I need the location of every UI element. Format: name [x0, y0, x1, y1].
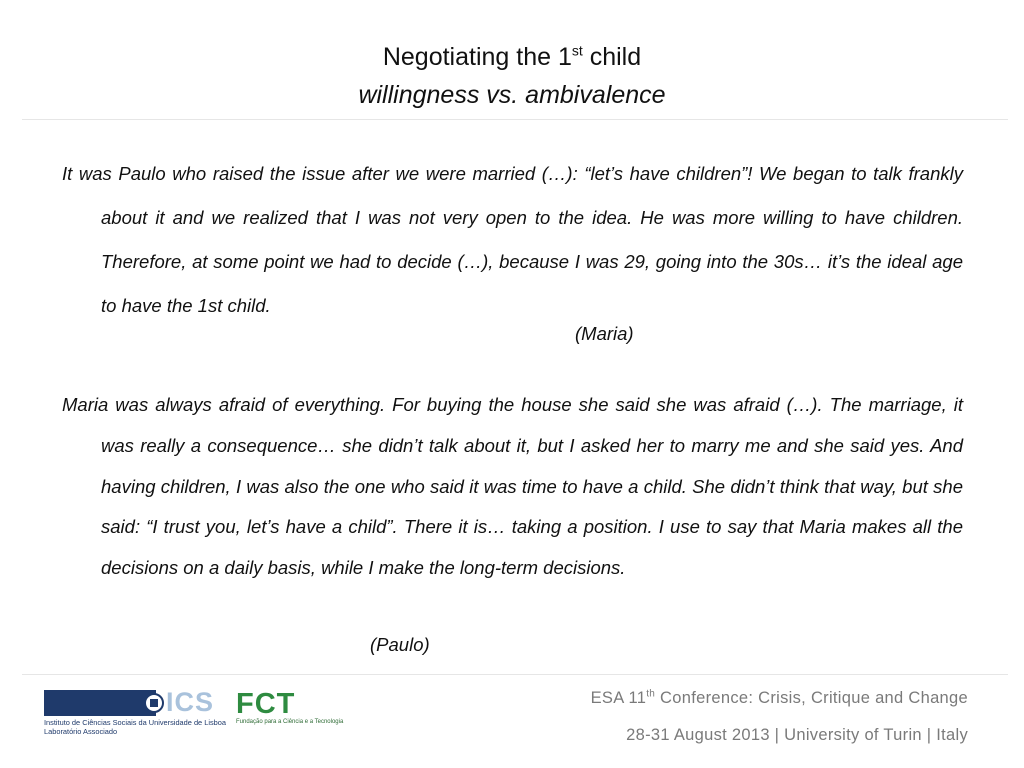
slide-title — [0, 38, 1024, 114]
fct-logo-letters: FCT — [236, 688, 296, 720]
fct-logo-text: Fundação para a Ciência e a Tecnologia — [236, 719, 344, 725]
quote-maria: It was Paulo who raised the issue after we were married (…): “let’s have children”! We began to talk frankly about it and we realized that I was not very open to the idea. He was more willing to have children. Therefore, at some point we had to decide (…), because I was 29, going into the 30s… it’s the ideal age to have the 1st child. — [62, 163, 963, 316]
title-prefix: Negotiating the 1 — [382, 43, 572, 71]
ics-logo-bar — [44, 690, 156, 716]
title-divider — [22, 119, 1008, 120]
footer-conference — [591, 689, 968, 708]
footer-divider — [22, 674, 1008, 675]
attribution-maria: (Maria) — [575, 323, 634, 344]
ics-logo — [44, 687, 226, 736]
footer-conference-prefix: ESA 11 — [590, 689, 647, 707]
title-main — [0, 38, 1024, 76]
footer-conference-superscript: th — [646, 688, 656, 700]
title-superscript: st — [571, 42, 583, 59]
quote-paulo: Maria was always afraid of everything. For buying the house she said she was afraid (…). The marriage, it was really a consequence… she didn’t talk about it, but I asked her to marry me and she said yes. And having children, I was also the one who said it was time to have a child. She didn’t think that way, but she said: “I trust you, let’s have a child”. There it is… taking a position. I use to say that Maria makes all the decisions on a daily basis, while I make the long-term decisions. — [62, 394, 963, 579]
footer-conference-suffix: Conference: Crisis, Critique and Change — [655, 689, 968, 707]
fct-logo — [236, 688, 344, 733]
footer-date-place: 28-31 August 2013 | University of Turin | Italy — [626, 726, 968, 744]
attribution-paulo: (Paulo) — [370, 634, 430, 655]
title-subtitle: willingness vs. ambivalence — [358, 81, 666, 109]
ics-logo-line1: Instituto de Ciências Sociais da Universidade de Lisboa — [44, 718, 226, 727]
ics-emblem-icon — [144, 693, 164, 713]
title-suffix: child — [582, 43, 642, 71]
ics-logo-letters: ICS — [166, 687, 215, 717]
ics-logo-text — [44, 718, 226, 736]
ics-logo-line2: Laboratório Associado — [44, 727, 118, 736]
